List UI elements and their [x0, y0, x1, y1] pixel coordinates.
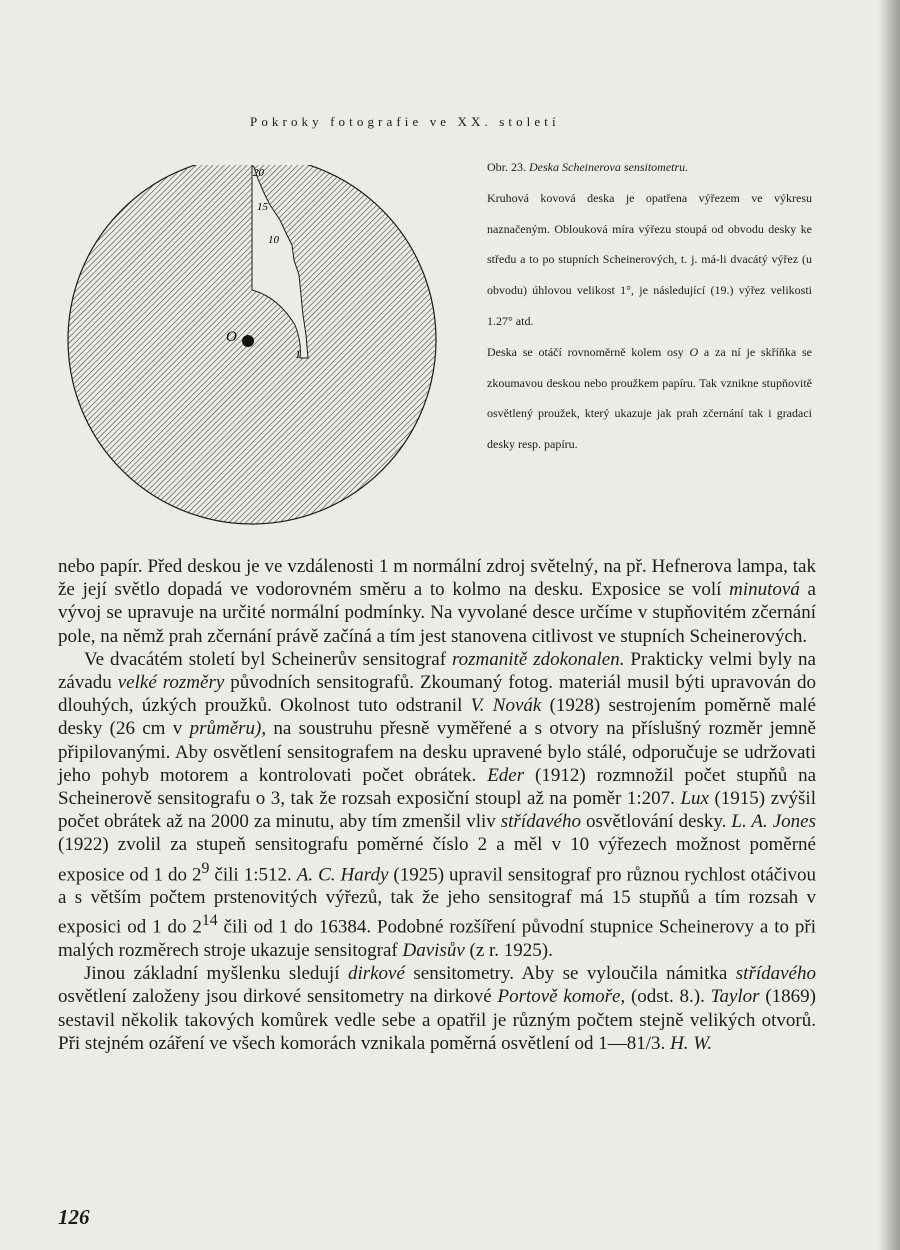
figure-label-mid-a: 15	[257, 201, 268, 213]
paragraph-3: Jinou základní myšlenku sledují dirkové sensitometry. Aby se vyloučila námitka střídavého osvětlení založeny jsou dirkové sensitometry na dirkové Portově komoře, (odst. 8.). Taylor (1869) sestavil několik takových komůrek vedle sebe a opatřil je různým počtem stejně velikých otvorů. Při stejném ozáření ve všech komorách vznikala poměrná osvětlení od 1—81/3. H. W.	[58, 963, 817, 1054]
figure-label-bottom: 1	[295, 347, 301, 361]
scheiner-disc-figure	[60, 165, 460, 545]
caption-text-1: Kruhová kovová deska je opatřena výřezem ve výkresu naznačeným. Oblouková míra výřezu stoupá od obvodu desky ke středu a to po stupních Scheinerových, t. j. má-li dvacátý výřez (u obvodu) úhlovou velikost 1°, je následující (19.) výřez velikosti 1.27° atd.	[487, 190, 812, 328]
disc-axis-hole	[242, 335, 254, 347]
caption-heading: Obr. 23. Deska Scheinerova sensitometru.	[487, 160, 689, 174]
body-text	[58, 555, 816, 1055]
disc-diagram	[60, 165, 460, 545]
caption-text-2: Deska se otáčí rovnoměrně kolem osy O a za ní je skříňka se zkoumavou deskou nebo proužkem papíru. Tak vznikne stupňovitě osvětlený proužek, který ukazuje jak prah zčernání tak i gradaci desky resp. papíru.	[487, 344, 813, 452]
figure-caption	[487, 152, 812, 460]
page-gutter-shadow	[878, 0, 900, 1250]
paragraph-1: nebo papír. Před deskou je ve vzdálenosti 1 m normální zdroj světelný, na př. Hefnerova lampa, tak že její světlo dopadá ve vodorovném směru a to kolmo na desku. Exposice se volí minutová a vývoj se upravuje na určité normální podmínky. Na vyvolané desce určíme v stupňovitém zčernání pole, na němž prah zčernání právě začíná a tím jest stanovena citlivost ve stupních Scheinerových.	[58, 556, 816, 647]
figure-label-top: 20	[253, 167, 264, 179]
figure-label-center: O	[226, 329, 237, 345]
page-number: 126	[58, 1205, 90, 1229]
running-header: Pokroky fotografie ve XX. století	[250, 114, 560, 129]
paragraph-2: Ve dvacátém století byl Scheinerův sensitograf rozmanitě zdokonalen. Prakticky velmi byly na závadu velké rozměry původních sensitografů. Zkoumaný fotog. materiál musil býti upravován do dlouhých, úzkých proužků. Okolnost tuto odstranil V. Novák (1928) sestrojením poměrně malé desky (26 cm v průměru), na soustruhu přesně vyměřené a s otvory na příslušný rozměr jemně připilovanými. Aby osvětlení sensitografem na desku upravené bylo stálé, odporučuje se udržovati jeho pohyb motorem a kontrolovati počet obrátek. Eder (1912) rozmnožil počet stupňů na Scheinerově sensitografu o 3, tak že rozsah exposiční stoupl až na poměr 1:207. Lux (1915) zvýšil počet obrátek až na 2000 za minutu, aby tím zmenšil vliv střídavého osvětlování desky. L. A. Jones (1922) zvolil za stupeň sensitografu poměrné číslo 2 a měl v 10 výřezech možnost poměrné exposice od 1 do $2^9$ čili 1:512. A. C. Hardy (1925) upravil sensitograf pro různou rychlost otáčivou a s větším počtem prstenovitých výřezů, tak že jeho sensitograf má 15 stupňů a tím rozsah v exposici od 1 do $2^{14}$ čili od 1 do 16384. Podobné rozšíření původní stupnice Scheinerovy a to při malých rozměrech stroje ukazuje sensitograf Davisův (z r. 1925).	[58, 648, 817, 961]
figure-label-mid-b: 10	[268, 234, 279, 246]
